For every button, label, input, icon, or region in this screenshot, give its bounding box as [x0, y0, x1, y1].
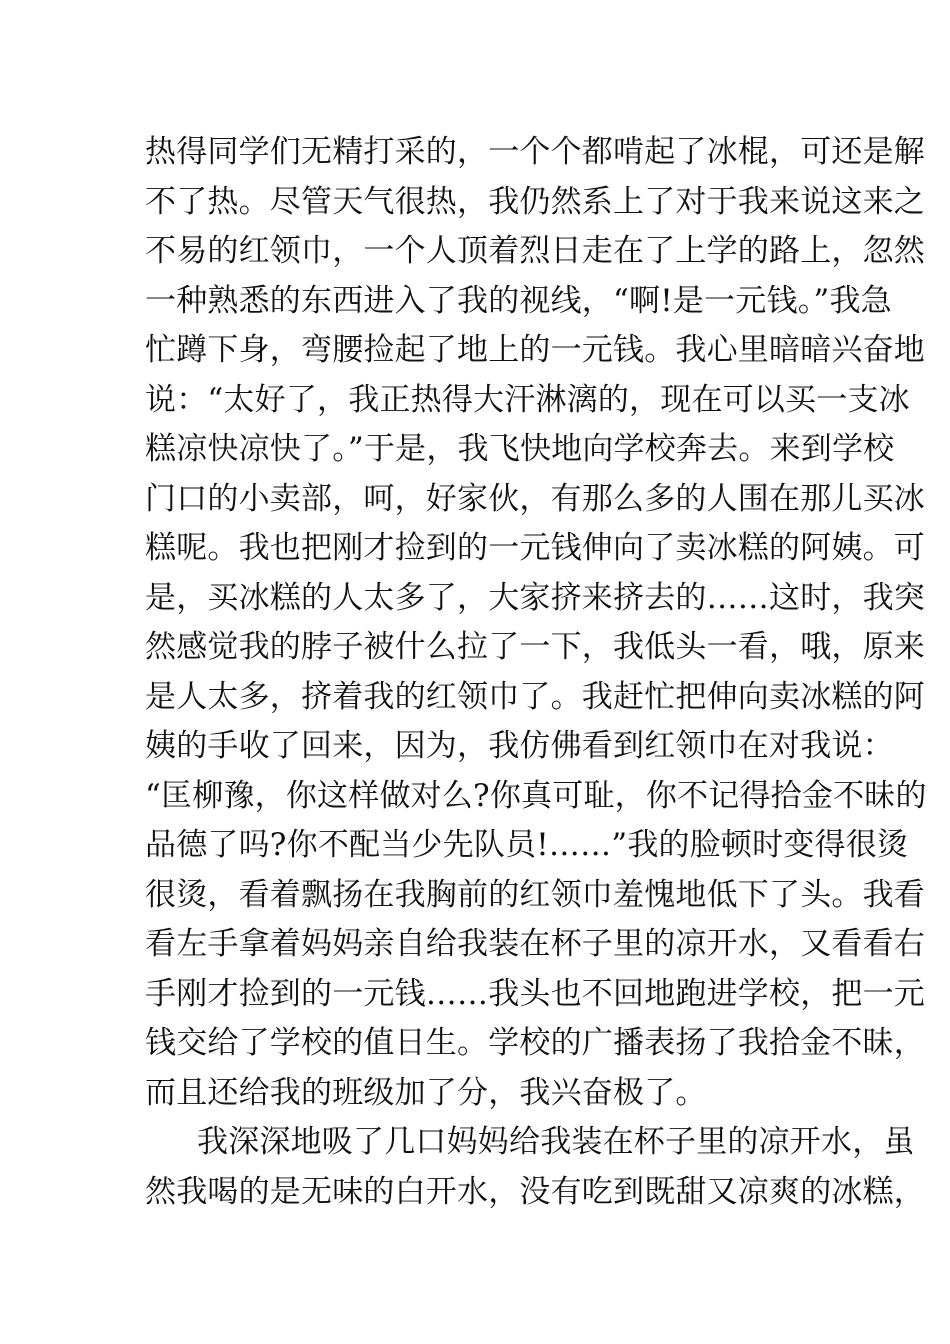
text-line: 钱交给了学校的值日生。学校的广播表扬了我拾金不昧， [145, 1025, 925, 1061]
document-body-text [145, 128, 927, 1217]
text-line: 是人太多，挤着我的红领巾了。我赶忙把伸向卖冰糕的阿 [145, 678, 925, 715]
text-line: 热得同学们无精打采的，一个个都啃起了冰棍，可还是解 [145, 134, 925, 170]
text-line: 手刚才捡到的一元钱……我头也不回地跑进学校，把一元 [145, 975, 925, 1012]
text-line: 品德了吗?你不配当少先队员!……”我的脸顿时变得很烫 [145, 827, 909, 863]
text-line: “匡柳豫，你这样做对么?你真可耻，你不记得拾金不昧的 [145, 777, 927, 814]
paragraph-2 [145, 1118, 925, 1217]
text-line: 不了热。尽管天气很热，我仍然系上了对于我来说这来之 [145, 183, 925, 220]
text-line: 看左手拿着妈妈亲自给我装在杯子里的凉开水，又看看右 [145, 926, 925, 962]
text-line: 忙蹲下身，弯腰捡起了地上的一元钱。我心里暗暗兴奋地 [145, 332, 925, 368]
text-line: 门口的小卖部，呵，好家伙，有那么多的人围在那儿买冰 [145, 480, 925, 517]
text-line: 不易的红领巾，一个人顶着烈日走在了上学的路上，忽然 [145, 233, 925, 269]
text-line: 我深深地吸了几口妈妈给我装在杯子里的凉开水，虽 [197, 1124, 915, 1160]
text-line: 然我喝的是无味的白开水，没有吃到既甜又凉爽的冰糕， [145, 1173, 925, 1210]
text-line: 糕呢。我也把刚才捡到的一元钱伸向了卖冰糕的阿姨。可 [145, 530, 925, 566]
text-line: 糕凉快凉快了。”于是，我飞快地向学校奔去。来到学校 [145, 431, 895, 467]
text-line: 然感觉我的脖子被什么拉了一下，我低头一看，哦，原来 [145, 629, 925, 665]
text-line: 说：“太好了，我正热得大汗淋漓的，现在可以买一支冰 [145, 381, 910, 418]
text-line: 姨的手收了回来，因为，我仿佛看到红领巾在对我说： [145, 728, 894, 764]
text-line: 而且还给我的班级加了分，我兴奋极了。 [145, 1074, 707, 1111]
paragraph-1 [145, 128, 927, 1118]
text-line: 是，买冰糕的人太多了，大家挤来挤去的……这时，我突 [145, 579, 925, 616]
text-line: 一种熟悉的东西进入了我的视线，“啊!是一元钱。”我急 [145, 282, 892, 319]
text-line: 很烫，看着飘扬在我胸前的红领巾羞愧地低下了头。我看 [145, 876, 925, 913]
